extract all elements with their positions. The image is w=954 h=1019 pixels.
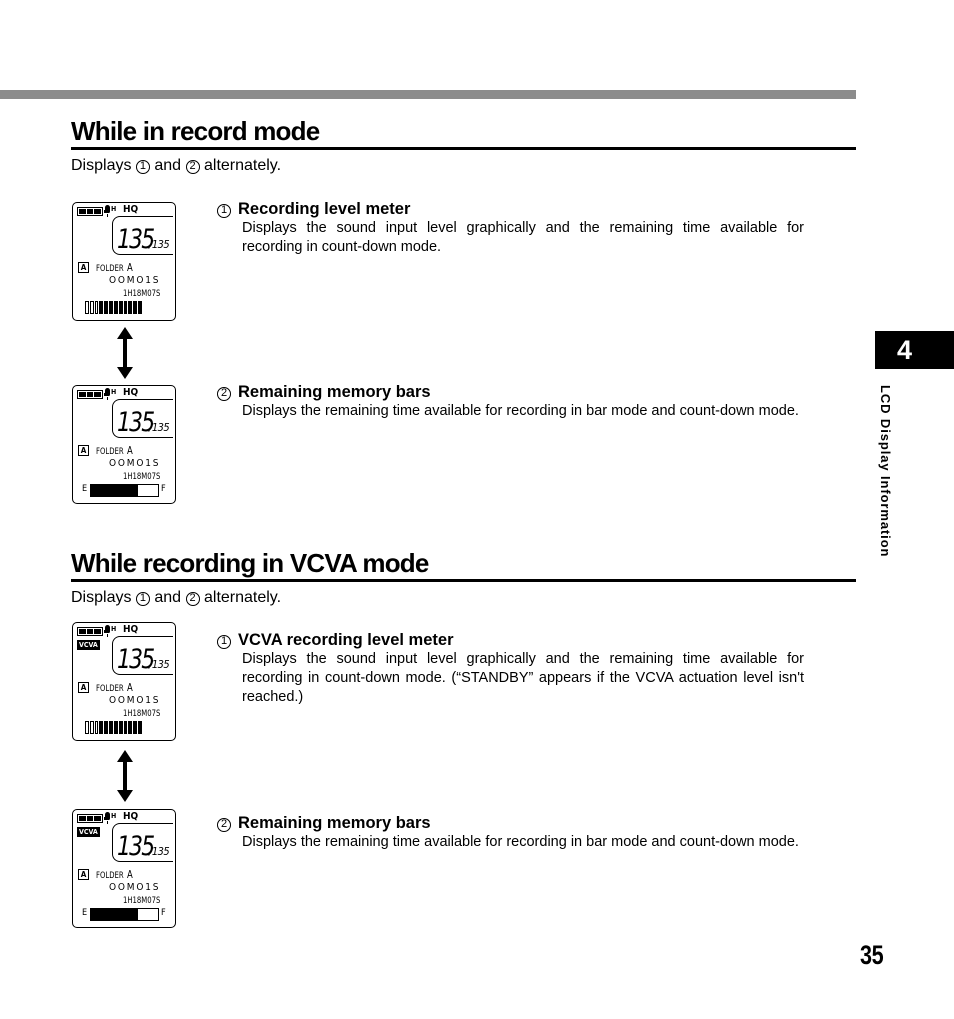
intro-tail: alternately. [203,589,282,606]
microphone-icon [105,205,110,213]
battery-icon [77,627,103,636]
lcd-display-level-meter [72,202,176,321]
circled-number: 1 [136,592,150,606]
current-file-number: 135 [117,407,154,438]
circled-number: 2 [186,592,200,606]
record-mode-label: HQ [123,811,139,822]
item-title [217,382,804,402]
lcd-display-vcva-memory-bars [72,809,176,928]
intro-tail: alternately. [203,157,282,174]
file-number-box [112,399,173,438]
record-mode-label: HQ [123,624,139,635]
folder-label: FOLDER [96,447,124,457]
level-meter-segment [90,301,94,314]
battery-icon [77,814,103,823]
record-mode-label: HQ [123,387,139,398]
item-title-text: Remaining memory bars [238,814,431,832]
folder-icon: A [78,682,89,693]
intro-text: Displays [71,589,132,606]
top-rule [0,90,856,99]
chapter-tab: 4 [875,331,954,369]
circled-number: 1 [136,160,150,174]
level-meter-segment [104,721,108,734]
folder-indicator [96,444,133,457]
level-meter-segment [114,721,118,734]
mic-sensitivity-label: H [111,812,117,820]
memory-bar-fill [91,485,138,496]
level-meter-segment [99,721,103,734]
level-meter-segment [124,721,128,734]
microphone-icon [105,812,110,820]
memory-empty-label: E [82,908,88,918]
circled-number: 1 [217,204,231,218]
level-meter-segment [119,721,123,734]
level-meter-segment [133,301,137,314]
section-intro [71,156,281,176]
alternate-arrow-icon [116,750,134,802]
level-meter-segment [114,301,118,314]
intro-and: and [154,157,182,174]
item-title [217,813,804,833]
record-mode-label: HQ [123,204,139,215]
level-meter-segment [138,301,142,314]
vcva-indicator: VCVA [79,641,98,649]
circled-number: 2 [217,818,231,832]
intro-and: and [154,589,182,606]
current-file-number: 135 [117,224,154,255]
level-meter-segment [85,301,89,314]
remaining-time: 1H18M07S [123,472,161,482]
mic-sensitivity-label: H [111,388,117,396]
item-recording-level-meter [217,199,804,257]
page-number: 35 [860,940,884,970]
folder-label: FOLDER [96,264,124,274]
item-title-text: Remaining memory bars [238,383,431,401]
section-title-vcva-mode: While recording in VCVA mode [71,548,856,582]
item-title [217,630,804,650]
folder-indicator [96,261,133,274]
microphone-icon [105,388,110,396]
memory-full-label: F [161,484,166,494]
folder-label: FOLDER [96,871,124,881]
elapsed-time: OOMO1S [109,882,161,893]
level-meter-segment [109,721,113,734]
file-number-box [112,823,173,862]
section-title-record-mode: While in record mode [71,116,856,150]
memory-bar [90,908,159,921]
folder-icon: A [78,262,89,273]
elapsed-time: OOMO1S [109,458,161,469]
level-meter-segment [119,301,123,314]
current-file-number: 135 [117,644,154,675]
folder-icon: A [78,869,89,880]
file-number-box [112,636,173,675]
level-meter-segment [95,721,99,734]
item-title-text: VCVA recording level meter [238,631,454,649]
folder-indicator [96,868,133,881]
level-meter-segment [133,721,137,734]
file-number-box [112,216,173,255]
battery-icon [77,390,103,399]
total-file-number: /135 [149,845,170,858]
item-vcva-recording-level-meter [217,630,804,707]
folder-name: A [127,444,133,457]
item-title-text: Recording level meter [238,200,411,218]
vcva-indicator: VCVA [79,828,98,836]
memory-bar-fill [91,909,138,920]
alternate-arrow-icon [116,327,134,379]
level-meter [85,721,142,734]
item-remaining-memory-bars [217,382,804,421]
intro-text: Displays [71,157,132,174]
lcd-display-memory-bars [72,385,176,504]
memory-empty-label: E [82,484,88,494]
level-meter-segment [90,721,94,734]
elapsed-time: OOMO1S [109,695,161,706]
level-meter-segment [95,301,99,314]
folder-name: A [127,681,133,694]
mic-sensitivity-label: H [111,625,117,633]
level-meter-segment [99,301,103,314]
lcd-display-vcva-level-meter [72,622,176,741]
circled-number: 2 [217,387,231,401]
circled-number: 1 [217,635,231,649]
item-description: Displays the remaining time available for recording in bar mode and count-down mode. [242,403,799,419]
total-file-number: /135 [149,238,170,251]
folder-icon: A [78,445,89,456]
folder-label: FOLDER [96,684,124,694]
item-vcva-remaining-memory-bars [217,813,804,852]
battery-icon [77,207,103,216]
level-meter-segment [128,301,132,314]
level-meter-segment [104,301,108,314]
elapsed-time: OOMO1S [109,275,161,286]
remaining-time: 1H18M07S [123,709,161,719]
level-meter-segment [138,721,142,734]
mic-sensitivity-label: H [111,205,117,213]
item-description: Displays the sound input level graphically and the remaining time available for recording in count-down mode. (“STANDBY” appears if the VCVA actuation level isn't reached.) [242,651,804,705]
microphone-icon [105,625,110,633]
memory-bar [90,484,159,497]
level-meter-segment [124,301,128,314]
item-description: Displays the sound input level graphically and the remaining time available for recording in count-down mode. [242,220,804,255]
total-file-number: /135 [149,421,170,434]
item-description: Displays the remaining time available for recording in bar mode and count-down mode. [242,834,799,850]
total-file-number: /135 [149,658,170,671]
circled-number: 2 [186,160,200,174]
folder-name: A [127,261,133,274]
level-meter-segment [85,721,89,734]
section-intro [71,588,281,608]
folder-indicator [96,681,133,694]
item-title [217,199,804,219]
remaining-time: 1H18M07S [123,289,161,299]
level-meter-segment [109,301,113,314]
remaining-time: 1H18M07S [123,896,161,906]
folder-name: A [127,868,133,881]
current-file-number: 135 [117,831,154,862]
level-meter-segment [128,721,132,734]
memory-full-label: F [161,908,166,918]
level-meter [85,301,142,314]
chapter-label: LCD Display Information [878,385,893,558]
